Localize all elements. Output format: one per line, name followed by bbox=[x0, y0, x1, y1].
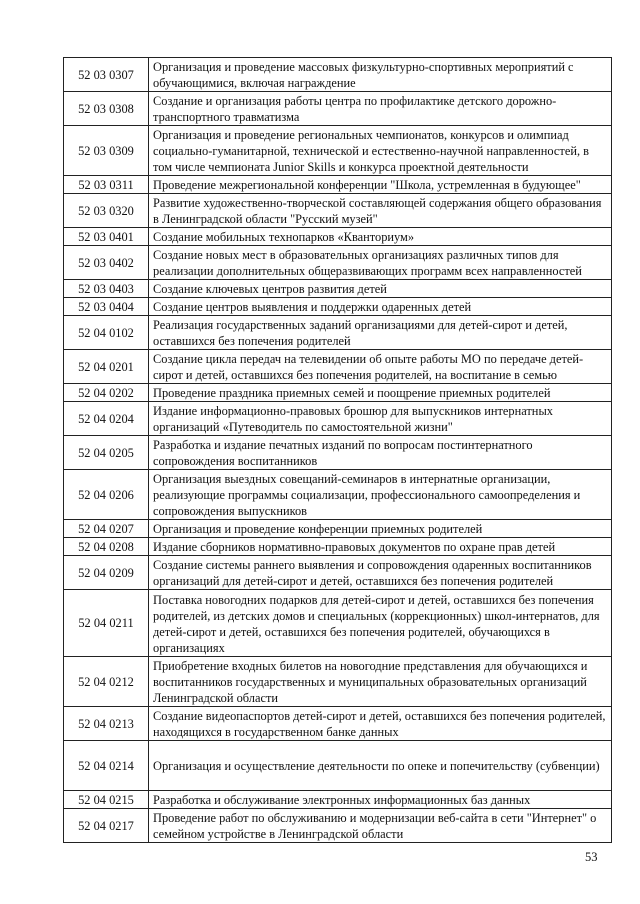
row-code: 52 04 0215 bbox=[64, 791, 149, 809]
table-row bbox=[64, 298, 612, 316]
table-row bbox=[64, 520, 612, 538]
row-code: 52 04 0217 bbox=[64, 809, 149, 843]
row-description: Разработка и издание печатных изданий по вопросам постинтернатного сопровождения воспитанников bbox=[149, 436, 612, 470]
row-code: 52 04 0205 bbox=[64, 436, 149, 470]
row-description: Создание системы раннего выявления и сопровождения одаренных воспитанников организаций для детей-сирот и детей, оставшихся без попечения родителей bbox=[149, 556, 612, 590]
table-body bbox=[64, 58, 612, 843]
row-description: Развитие художественно-творческой составляющей содержания общего образования в Ленинградской области "Русский музей" bbox=[149, 194, 612, 228]
table-row bbox=[64, 92, 612, 126]
table-row bbox=[64, 590, 612, 657]
row-description: Организация и осуществление деятельности по опеке и попечительству (субвенции) bbox=[149, 741, 612, 791]
table-row bbox=[64, 246, 612, 280]
row-description: Разработка и обслуживание электронных информационных баз данных bbox=[149, 791, 612, 809]
row-description: Проведение праздника приемных семей и поощрение приемных родителей bbox=[149, 384, 612, 402]
row-description: Организация и проведение конференции приемных родителей bbox=[149, 520, 612, 538]
row-code: 52 04 0202 bbox=[64, 384, 149, 402]
table-row bbox=[64, 228, 612, 246]
row-code: 52 03 0311 bbox=[64, 176, 149, 194]
row-description: Создание ключевых центров развития детей bbox=[149, 280, 612, 298]
table-row bbox=[64, 194, 612, 228]
row-code: 52 03 0308 bbox=[64, 92, 149, 126]
row-description: Издание сборников нормативно-правовых документов по охране прав детей bbox=[149, 538, 612, 556]
table-row bbox=[64, 538, 612, 556]
row-description: Организация и проведение региональных чемпионатов, конкурсов и олимпиад социально-гуманитарной, технической и естественно-научной направленностей, в том числе чемпионата Junior Skills и конкурса проектной деятельности bbox=[149, 126, 612, 176]
row-code: 52 04 0102 bbox=[64, 316, 149, 350]
row-description: Проведение межрегиональной конференции "Школа, устремленная в будующее" bbox=[149, 176, 612, 194]
table-row bbox=[64, 384, 612, 402]
table-row bbox=[64, 126, 612, 176]
row-code: 52 04 0214 bbox=[64, 741, 149, 791]
row-description: Создание мобильных технопарков «Кванториум» bbox=[149, 228, 612, 246]
row-code: 52 04 0208 bbox=[64, 538, 149, 556]
table-row bbox=[64, 791, 612, 809]
row-description: Проведение работ по обслуживанию и модернизации веб-сайта в сети "Интернет" о семейном устройстве в Ленинградской области bbox=[149, 809, 612, 843]
table-row bbox=[64, 809, 612, 843]
table-row bbox=[64, 350, 612, 384]
document-page bbox=[63, 57, 612, 843]
row-code: 52 03 0307 bbox=[64, 58, 149, 92]
row-code: 52 03 0404 bbox=[64, 298, 149, 316]
row-code: 52 03 0309 bbox=[64, 126, 149, 176]
row-code: 52 04 0206 bbox=[64, 470, 149, 520]
table-row bbox=[64, 176, 612, 194]
row-description: Приобретение входных билетов на новогодние представления для обучающихся и воспитанников государственных и муниципальных образовательных организаций Ленинградской области bbox=[149, 657, 612, 707]
table-row bbox=[64, 470, 612, 520]
table-row bbox=[64, 556, 612, 590]
row-description: Создание центров выявления и поддержки одаренных детей bbox=[149, 298, 612, 316]
row-code: 52 04 0204 bbox=[64, 402, 149, 436]
table-row bbox=[64, 402, 612, 436]
page-number: 53 bbox=[585, 850, 598, 864]
row-code: 52 03 0401 bbox=[64, 228, 149, 246]
row-code: 52 04 0211 bbox=[64, 590, 149, 657]
row-code: 52 04 0207 bbox=[64, 520, 149, 538]
table-row bbox=[64, 657, 612, 707]
row-code: 52 04 0201 bbox=[64, 350, 149, 384]
row-description: Издание информационно-правовых брошюр для выпускников интернатных организаций «Путеводитель по самостоятельной жизни" bbox=[149, 402, 612, 436]
row-description: Создание видеопаспортов детей-сирот и детей, оставшихся без попечения родителей, находящихся в государственном банке данных bbox=[149, 707, 612, 741]
table-row bbox=[64, 741, 612, 791]
row-description: Поставка новогодних подарков для детей-сирот и детей, оставшихся без попечения родителей, из детских домов и специальных (коррекционных) школ-интернатов, для детей-сирот и детей, оставшихся без попечения родителей, обучающихся в организациях bbox=[149, 590, 612, 657]
table-row bbox=[64, 436, 612, 470]
row-code: 52 04 0209 bbox=[64, 556, 149, 590]
row-description: Реализация государственных заданий организациями для детей-сирот и детей, оставшихся без попечения родителей bbox=[149, 316, 612, 350]
budget-code-table bbox=[63, 57, 612, 843]
row-description: Организация выездных совещаний-семинаров в интернатные организации, реализующие программы социализации, профессионального самоопределения и сопровождения выпускников bbox=[149, 470, 612, 520]
row-description: Создание новых мест в образовательных организациях различных типов для реализации дополнительных общеразвивающих программ всех направленностей bbox=[149, 246, 612, 280]
row-code: 52 03 0403 bbox=[64, 280, 149, 298]
row-description: Создание цикла передач на телевидении об опыте работы МО по передаче детей-сирот и детей, оставшихся без попечения родителей, на воспитание в семью bbox=[149, 350, 612, 384]
row-description: Организация и проведение массовых физкультурно-спортивных мероприятий с обучающимися, включая награждение bbox=[149, 58, 612, 92]
table-row bbox=[64, 280, 612, 298]
row-code: 52 04 0212 bbox=[64, 657, 149, 707]
row-description: Создание и организация работы центра по профилактике детского дорожно-транспортного травматизма bbox=[149, 92, 612, 126]
row-code: 52 03 0320 bbox=[64, 194, 149, 228]
table-row bbox=[64, 316, 612, 350]
table-row bbox=[64, 707, 612, 741]
table-row bbox=[64, 58, 612, 92]
row-code: 52 04 0213 bbox=[64, 707, 149, 741]
row-code: 52 03 0402 bbox=[64, 246, 149, 280]
